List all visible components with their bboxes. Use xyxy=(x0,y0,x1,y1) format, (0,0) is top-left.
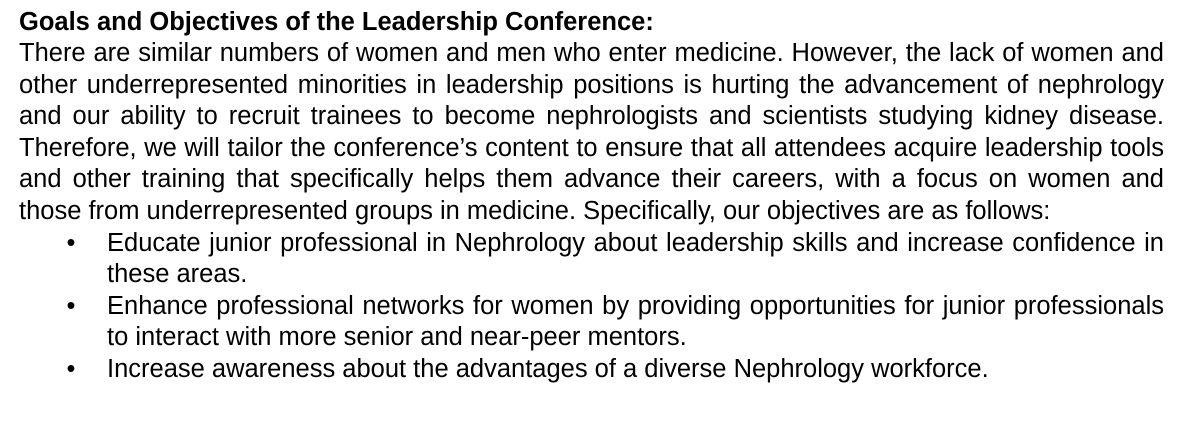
bullet-icon: • xyxy=(66,291,76,320)
objective-text: Educate junior professional in Nephrology about leadership skills and increase confidence in these areas. xyxy=(107,228,1164,289)
objective-text: Increase awareness about the advantages of a diverse Nephrology workforce. xyxy=(107,354,989,383)
list-item xyxy=(19,228,1164,291)
list-item xyxy=(19,354,1164,386)
list-item xyxy=(19,291,1164,354)
document-section xyxy=(19,6,1164,386)
bullet-icon: • xyxy=(66,354,76,383)
section-heading: Goals and Objectives of the Leadership Conference: xyxy=(19,8,654,36)
objective-text: Enhance professional networks for women by providing opportunities for junior professionals to interact with more senior and near-peer mentors. xyxy=(107,291,1164,352)
objectives-list xyxy=(19,228,1164,386)
intro-paragraph: There are similar numbers of women and men who enter medicine. However, the lack of women and other underrepresented minorities in leadership positions is hurting the advancement of nephrology and our ability to recruit trainees to become nephrologists and scientists studying kidney disease. Therefore, we will tailor the conference’s content to ensure that all attendees acquire leadership tools and other training that specifically helps them advance their careers, with a focus on women and those from underrepresented groups in medicine. Specifically, our objectives are as follows: xyxy=(19,39,1164,225)
bullet-icon: • xyxy=(66,228,76,257)
